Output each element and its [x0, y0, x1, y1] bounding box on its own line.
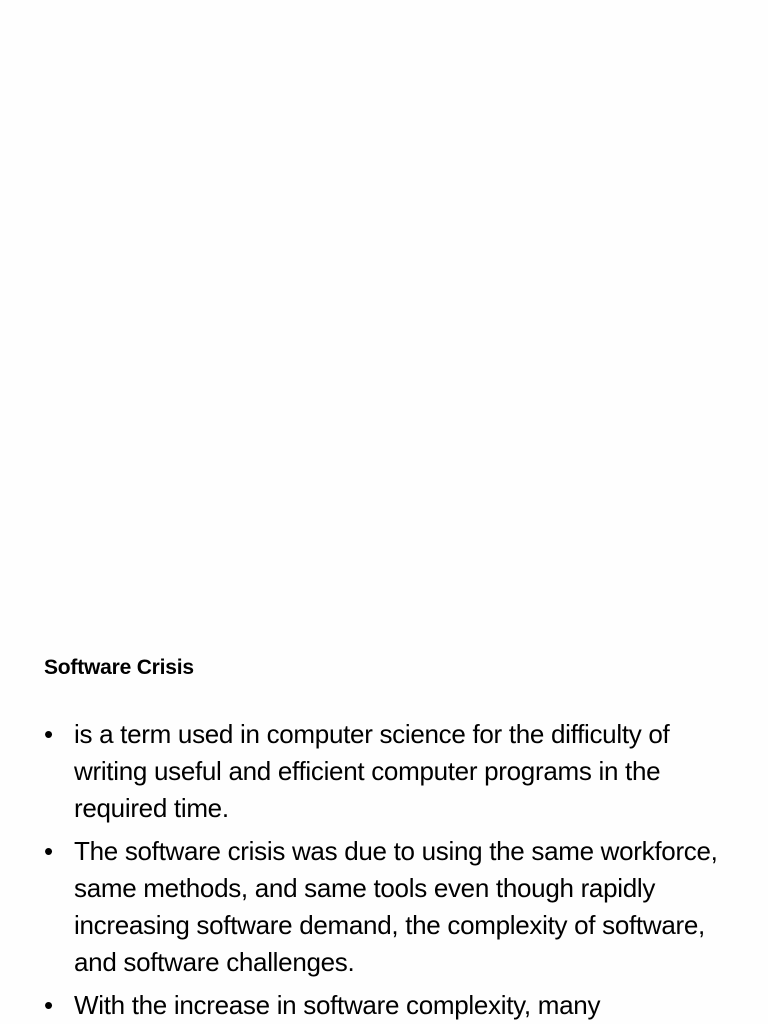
bullet-text: With the increase in software complexity, many [74, 990, 601, 1020]
slide-title: Software Crisis [44, 656, 194, 679]
bullet-item [44, 716, 734, 827]
bullet-list [44, 716, 734, 1030]
bullet-item [44, 833, 734, 981]
bullet-text: is a term used in computer science for the difficulty of writing useful and efficient computer programs in the required time. [74, 719, 670, 823]
bullet-dot-icon: • [44, 719, 53, 749]
bullet-text: The software crisis was due to using the same workforce, same methods, and same tools even though rapidly increasing software demand, the complexity of software, and software challenges. [74, 836, 718, 977]
bullet-dot-icon: • [44, 990, 53, 1020]
bullet-dot-icon: • [44, 836, 53, 866]
bullet-item [44, 987, 734, 1024]
